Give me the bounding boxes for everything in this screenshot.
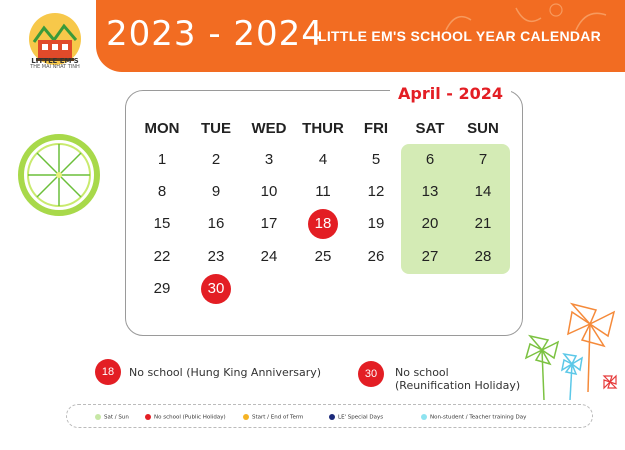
legend-dot-icon — [95, 414, 101, 420]
holiday-note-text: No school (Hung King Anniversary) — [129, 366, 322, 379]
page-title: LITTLE EM'S SCHOOL YEAR CALENDAR — [318, 28, 602, 44]
holiday-note-badge: 18 — [95, 359, 121, 385]
legend-item — [95, 414, 129, 421]
day-cell: 11 — [315, 183, 331, 200]
day-cell: 8 — [157, 183, 167, 200]
holiday-note-badge: 30 — [358, 361, 384, 387]
day-cell: 15 — [153, 215, 171, 232]
legend-label: Sat / Sun — [104, 414, 129, 421]
sun-decoration-icon — [16, 132, 102, 218]
legend-dot-icon — [329, 414, 335, 420]
holiday-note-text: No school (Reunification Holiday) — [395, 366, 521, 392]
legend-dot-icon — [243, 414, 249, 420]
day-cell: 7 — [478, 151, 488, 168]
day-cell: 22 — [153, 248, 171, 265]
logo-text: LITTLE EM'S THE MAI NHAT TINH — [30, 57, 80, 70]
month-title: April - 2024 — [390, 84, 511, 103]
day-cell: 9 — [211, 183, 221, 200]
day-cell: 28 — [474, 248, 492, 265]
day-cell: 1 — [157, 151, 167, 168]
weekday-header: WED — [251, 120, 287, 137]
day-cell: 10 — [260, 183, 278, 200]
day-cell: 6 — [425, 151, 435, 168]
weekday-header: FRI — [363, 120, 389, 137]
legend-item — [421, 414, 526, 421]
legend-bar — [66, 404, 593, 428]
legend-item — [243, 414, 303, 421]
legend-label: LE' Special Days — [338, 414, 384, 421]
weekday-header: SAT — [415, 120, 445, 137]
day-cell: 29 — [153, 280, 171, 297]
day-cell: 2 — [211, 151, 221, 168]
legend-label: Non-student / Teacher training Day — [430, 414, 527, 421]
legend-dot-icon — [145, 414, 151, 420]
holiday-day-cell: 30 — [201, 274, 231, 304]
legend-item — [145, 414, 226, 421]
legend-label: No school (Public Holiday) — [154, 414, 226, 421]
legend-label: Start / End of Term — [252, 414, 304, 421]
weekday-header: SUN — [467, 120, 499, 137]
day-cell: 12 — [367, 183, 385, 200]
weekday-header: TUE — [201, 120, 231, 137]
school-years: 2023 - 2024 — [106, 14, 324, 54]
day-cell: 3 — [264, 151, 274, 168]
day-cell: 24 — [260, 248, 278, 265]
weekday-header: MON — [144, 120, 180, 137]
weekday-header: THUR — [302, 120, 344, 137]
day-cell: 27 — [421, 248, 439, 265]
day-cell: 23 — [207, 248, 225, 265]
day-cell: 25 — [314, 248, 332, 265]
pinwheel-decoration-icon — [512, 292, 625, 404]
day-cell: 16 — [207, 215, 225, 232]
legend-dot-icon — [421, 414, 427, 420]
day-cell: 19 — [367, 215, 385, 232]
day-cell: 21 — [474, 215, 492, 232]
holiday-day-cell: 18 — [308, 209, 338, 239]
legend-item — [329, 414, 383, 421]
day-cell: 17 — [260, 215, 278, 232]
day-cell: 13 — [421, 183, 439, 200]
day-cell: 4 — [318, 151, 328, 168]
day-cell: 26 — [367, 248, 385, 265]
day-cell: 5 — [371, 151, 381, 168]
day-cell: 14 — [474, 183, 492, 200]
day-cell: 20 — [421, 215, 439, 232]
